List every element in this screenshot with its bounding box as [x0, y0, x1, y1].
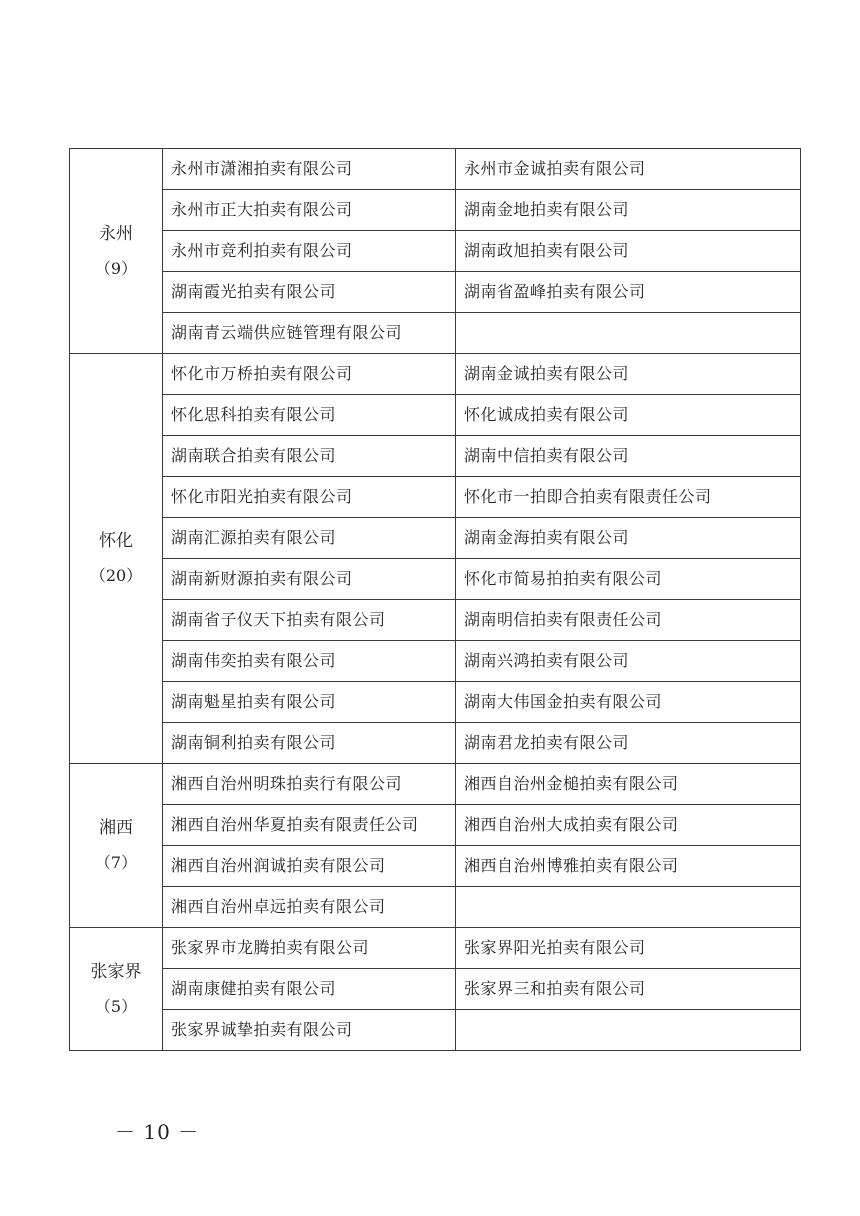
table-row — [70, 846, 801, 887]
company-name-cell — [456, 1010, 801, 1051]
company-name-cell — [456, 313, 801, 354]
table-row — [70, 272, 801, 313]
company-name-cell: 湘西自治州博雅拍卖有限公司 — [456, 846, 801, 887]
company-name-cell: 湖南新财源拍卖有限公司 — [163, 559, 456, 600]
table-row — [70, 805, 801, 846]
company-name-cell: 湖南铜利拍卖有限公司 — [163, 723, 456, 764]
company-name-cell: 永州市潇湘拍卖有限公司 — [163, 149, 456, 190]
table-row — [70, 149, 801, 190]
company-name-cell: 张家界三和拍卖有限公司 — [456, 969, 801, 1010]
region-cell — [70, 149, 163, 354]
table-row — [70, 928, 801, 969]
company-name-cell: 怀化市一拍即合拍卖有限责任公司 — [456, 477, 801, 518]
company-name-cell: 湖南金诚拍卖有限公司 — [456, 354, 801, 395]
region-cell — [70, 354, 163, 764]
table-row — [70, 723, 801, 764]
company-name-cell: 湖南兴鸿拍卖有限公司 — [456, 641, 801, 682]
table-row — [70, 1010, 801, 1051]
company-name-cell: 湖南魁星拍卖有限公司 — [163, 682, 456, 723]
company-name-cell: 湘西自治州润诚拍卖有限公司 — [163, 846, 456, 887]
company-name-cell: 湖南金海拍卖有限公司 — [456, 518, 801, 559]
company-name-cell: 湖南明信拍卖有限责任公司 — [456, 600, 801, 641]
region-name: 张家界 — [90, 961, 142, 982]
company-name-cell: 湘西自治州华夏拍卖有限责任公司 — [163, 805, 456, 846]
region-count: （5） — [94, 996, 138, 1016]
company-name-cell: 怀化市万桥拍卖有限公司 — [163, 354, 456, 395]
table-row — [70, 969, 801, 1010]
region-cell — [70, 928, 163, 1051]
company-name-cell: 怀化市阳光拍卖有限公司 — [163, 477, 456, 518]
company-name-cell: 湖南伟奕拍卖有限公司 — [163, 641, 456, 682]
region-count: （20） — [89, 566, 143, 585]
company-name-cell: 湖南康健拍卖有限公司 — [163, 969, 456, 1010]
company-name-cell: 湖南大伟国金拍卖有限公司 — [456, 682, 801, 723]
company-name-cell: 湖南君龙拍卖有限公司 — [456, 723, 801, 764]
table-row — [70, 518, 801, 559]
region-name: 湘西 — [99, 818, 133, 838]
table-row — [70, 190, 801, 231]
company-name-cell: 永州市竞利拍卖有限公司 — [163, 231, 456, 272]
company-name-cell: 湖南省子仪天下拍卖有限公司 — [163, 600, 456, 641]
company-name-cell: 湖南联合拍卖有限公司 — [163, 436, 456, 477]
table-row — [70, 682, 801, 723]
table-row — [70, 354, 801, 395]
company-name-cell: 湘西自治州卓远拍卖有限公司 — [163, 887, 456, 928]
region-count: （9） — [94, 258, 138, 278]
company-name-cell: 湘西自治州大成拍卖有限公司 — [456, 805, 801, 846]
company-name-cell: 湘西自治州明珠拍卖行有限公司 — [163, 764, 456, 805]
table-row — [70, 764, 801, 805]
region-name: 永州 — [99, 223, 133, 244]
table-row — [70, 436, 801, 477]
company-name-cell: 湖南政旭拍卖有限公司 — [456, 231, 801, 272]
company-name-cell: 怀化思科拍卖有限公司 — [163, 395, 456, 436]
company-name-cell: 湖南青云端供应链管理有限公司 — [163, 313, 456, 354]
table-row — [70, 477, 801, 518]
company-name-cell: 张家界市龙腾拍卖有限公司 — [163, 928, 456, 969]
company-name-cell: 永州市金诚拍卖有限公司 — [456, 149, 801, 190]
company-name-cell: 永州市正大拍卖有限公司 — [163, 190, 456, 231]
company-name-cell: 张家界诚挚拍卖有限公司 — [163, 1010, 456, 1051]
company-name-cell: 张家界阳光拍卖有限公司 — [456, 928, 801, 969]
company-name-cell: 湖南汇源拍卖有限公司 — [163, 518, 456, 559]
company-name-cell: 怀化市简易拍拍卖有限公司 — [456, 559, 801, 600]
company-name-cell: 怀化诚成拍卖有限公司 — [456, 395, 801, 436]
page-number: － 10 － — [115, 1120, 200, 1144]
region-cell — [70, 764, 163, 928]
company-name-cell: 湘西自治州金槌拍卖有限公司 — [456, 764, 801, 805]
table-row — [70, 313, 801, 354]
region-name: 怀化 — [99, 531, 133, 551]
company-name-cell: 湖南霞光拍卖有限公司 — [163, 272, 456, 313]
company-name-cell — [456, 887, 801, 928]
table-row — [70, 395, 801, 436]
table-row — [70, 641, 801, 682]
table-row — [70, 887, 801, 928]
company-roster-table — [69, 148, 801, 1051]
table-row — [70, 559, 801, 600]
company-name-cell: 湖南金地拍卖有限公司 — [456, 190, 801, 231]
table-row — [70, 600, 801, 641]
region-count: （7） — [94, 853, 138, 872]
company-name-cell: 湖南省盈峰拍卖有限公司 — [456, 272, 801, 313]
roster-body — [70, 149, 801, 1051]
company-name-cell: 湖南中信拍卖有限公司 — [456, 436, 801, 477]
table-row — [70, 231, 801, 272]
